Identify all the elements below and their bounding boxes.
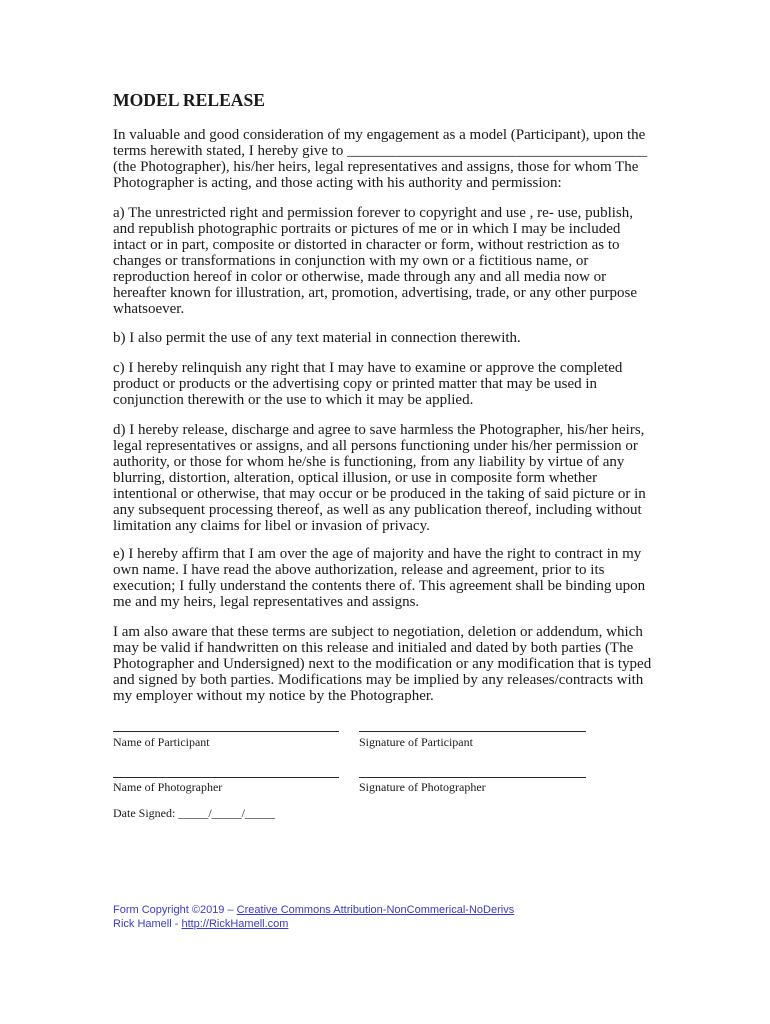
text-line: authority, or those for whom he/she is functioning, from any liability by virtue of any — [113, 454, 625, 470]
text-line: may be valid if handwritten on this release and initialed and dated by both parties (The — [113, 640, 634, 656]
closing-paragraph — [113, 624, 651, 704]
text-line: and signed by both parties. Modifications may be implied by any releases/contracts with — [113, 672, 644, 688]
name-of-participant-label: Name of Participant — [113, 735, 210, 749]
text-line: me and my heirs, legal representatives and assigns. — [113, 594, 420, 610]
text-line: hereafter known for illustration, art, promotion, advertising, trade, or any other purpose — [113, 285, 638, 301]
text-line: Photographer is acting, and those acting with his authority and permission: — [113, 175, 562, 191]
text-line: In valuable and good consideration of my engagement as a model (Participant), upon the — [113, 127, 646, 143]
text-line: legal representatives or assigns, and all persons functioning under his/her permission or — [113, 438, 638, 454]
text-line: conjunction therewith or the use to which it may be applied. — [113, 392, 474, 408]
text-line: execution; I fully understand the contents there of. This agreement shall be binding upon — [113, 578, 646, 594]
date-signed-field: Date Signed: _____/_____/_____ — [113, 806, 275, 820]
text-line: own name. I have read the above authorization, release and agreement, prior to its — [113, 562, 605, 578]
document-title: MODEL RELEASE — [113, 90, 266, 110]
clause-c — [113, 360, 622, 408]
participant-signature-line — [359, 731, 586, 732]
text-line: blurring, distortion, alteration, optical illusion, or use in composite form whether — [113, 470, 598, 486]
text-line: product or products or the advertising copy or printed matter that may be used in — [113, 376, 598, 392]
text-line: e) I hereby affirm that I am over the age of majority and have the right to contract in my — [113, 546, 642, 562]
text-line: changes or transformations in conjunction with my own or a fictitious name, or — [113, 253, 589, 269]
license-link[interactable]: Creative Commons Attribution-NonCommerical-NoDerivs — [236, 904, 515, 916]
intro-paragraph — [113, 127, 647, 191]
text-line: b) I also permit the use of any text material in connection therewith. — [113, 330, 521, 346]
clause-e — [113, 546, 645, 610]
text-line: d) I hereby release, discharge and agree to save harmless the Photographer, his/her heirs, — [113, 422, 645, 438]
photographer-signature-line — [359, 777, 586, 778]
text-line: whatsoever. — [113, 301, 185, 317]
text-line: and republish photographic portraits or pictures of me or in which I may be included — [113, 221, 621, 237]
text-line: intact or in part, composite or distorted in character or form, without restriction as to — [113, 237, 620, 253]
text-line: I am also aware that these terms are subject to negotiation, deletion or addendum, which — [113, 624, 643, 640]
text-line: terms herewith stated, I hereby give to ________________________________________ — [113, 143, 648, 159]
text-line: (the Photographer), his/her heirs, legal representatives and assigns, those for whom The — [113, 159, 639, 175]
signature-of-participant-label: Signature of Participant — [359, 735, 473, 749]
text-line: any subsequent processing thereof, as well as any publication thereof, including without — [113, 502, 642, 518]
copyright-text: Form Copyright ©2019 – — [113, 904, 237, 916]
copyright-line — [113, 903, 514, 917]
text-line: limitation any claims for libel or invasion of privacy. — [113, 518, 430, 534]
clause-d — [113, 422, 646, 534]
author-line — [113, 917, 288, 931]
photographer-name-line — [113, 777, 339, 778]
clause-a — [113, 205, 637, 317]
signature-of-photographer-label: Signature of Photographer — [359, 780, 486, 794]
participant-name-line — [113, 731, 339, 732]
author-website-link[interactable]: http://RickHamell.com — [181, 918, 289, 930]
text-line: Photographer and Undersigned) next to the modification or any modification that is typed — [113, 656, 652, 672]
clause-b — [113, 330, 521, 346]
text-line: c) I hereby relinquish any right that I may have to examine or approve the completed — [113, 360, 623, 376]
text-line: intentional or otherwise, that may occur or be produced in the taking of said picture or in — [113, 486, 646, 502]
text-line: my employer without my notice by the Photographer. — [113, 688, 434, 704]
name-of-photographer-label: Name of Photographer — [113, 780, 223, 794]
author-name: Rick Hamell - — [113, 918, 182, 930]
text-line: a) The unrestricted right and permission forever to copyright and use , re- use, publish, — [113, 205, 633, 221]
text-line: reproduction hereof in color or otherwise, made through any and all media now or — [113, 269, 607, 285]
